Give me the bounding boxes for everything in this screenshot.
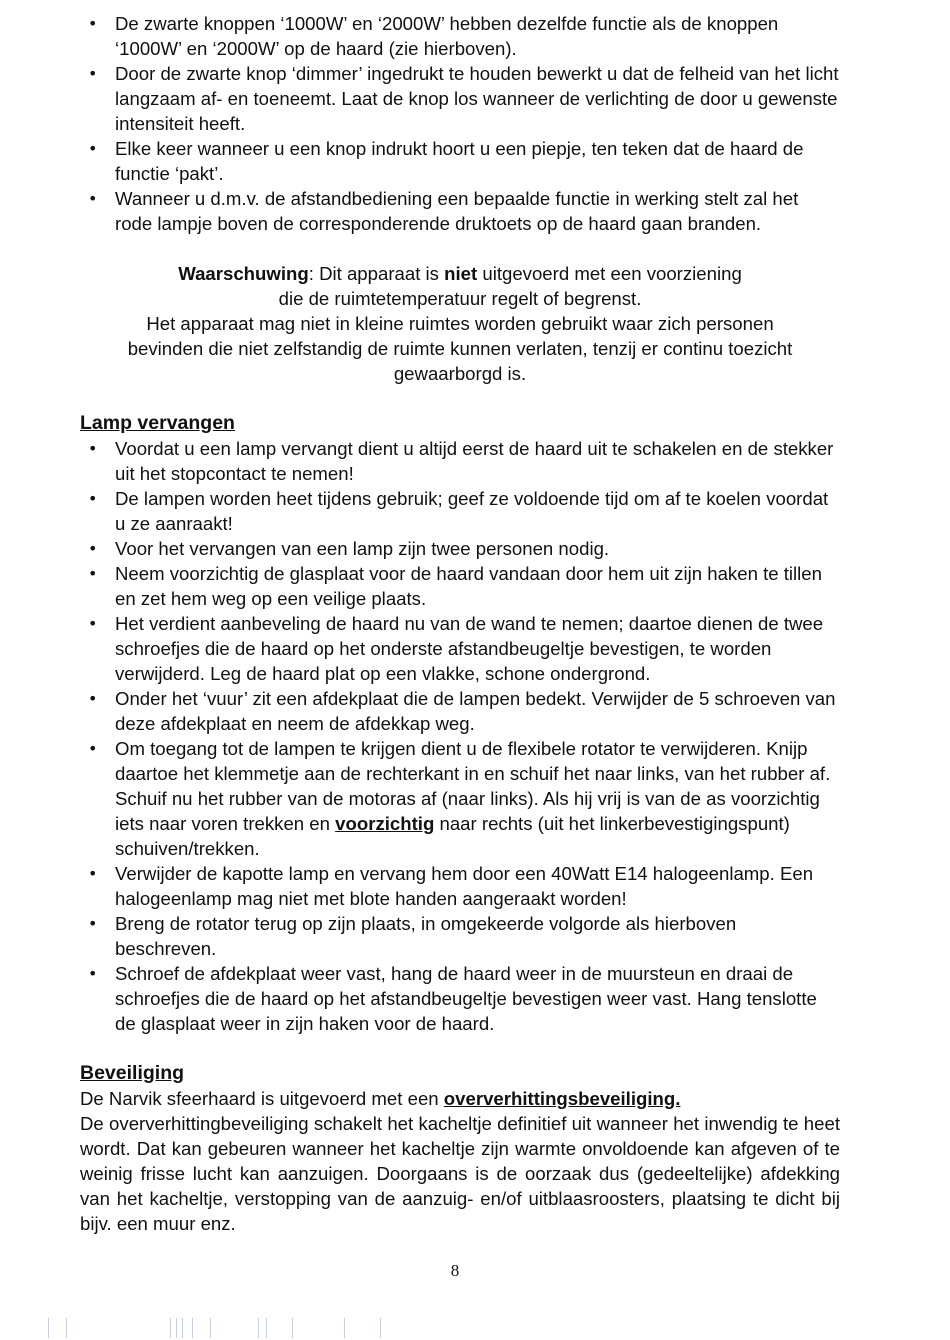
list-item: • Door de zwarte knop ‘dimmer’ ingedrukt te houden bewerkt u dat de felheid van het licht langzaam af- en toeneemt. Laat de knop los wanneer de verlichting de door u gewenste intensiteit heeft. — [80, 61, 840, 136]
list-item: • Voordat u een lamp vervangt dient u altijd eerst de haard uit te schakelen en de stekker uit het stopcontact te nemen! — [80, 436, 840, 486]
safety-intro-emphasis: oververhittingsbeveiliging. — [443, 1088, 681, 1109]
rotator-text: naar rechts (uit het linkerbevestigingspunt) schuiven/trekken. — [115, 813, 790, 859]
list-item: • Schroef de afdekplaat weer vast, hang de haard weer in de muursteun en draai de schroefjes die de haard op het afstandbeugeltje bevestigen weer vast. Hang tenslotte de glasplaat weer in zijn haken voor de haard. — [80, 961, 840, 1036]
warning-line — [80, 261, 840, 286]
list-item-rotator — [80, 736, 840, 861]
warning-label: Waarschuwing — [178, 263, 309, 284]
list-item: • Neem voorzichtig de glasplaat voor de haard vandaan door hem uit zijn haken te tillen en zet hem weg op een veilige plaats. — [80, 561, 840, 611]
list-item: • Wanneer u d.m.v. de afstandbediening een bepaalde functie in werking stelt zal het rode lampje boven de corresponderende druktoets op de haard gaan branden. — [80, 186, 840, 236]
remote-bullet-list — [80, 11, 840, 236]
list-item: • Onder het ‘vuur’ zit een afdekplaat die de lampen bedekt. Verwijder de 5 schroeven van deze afdekplaat en neem de afdekkap weg. — [80, 686, 840, 736]
list-item: • Het verdient aanbeveling de haard nu van de wand te nemen; daartoe dienen de twee schroefjes die de haard op het onderste afstandbeugeltje bevestigen, te worden verwijderd. Leg de haard plat op een vlakke, schone ondergrond. — [80, 611, 840, 686]
scan-marks — [48, 1318, 448, 1338]
safety-intro — [80, 1086, 840, 1111]
page-number: 8 — [450, 1261, 460, 1280]
warning-block — [80, 261, 840, 386]
warning-line: die de ruimtetemperatuur regelt of begrenst. — [278, 288, 642, 309]
warning-line: bevinden die niet zelfstandig de ruimte kunnen verlaten, tenzij er continu toezicht — [127, 338, 793, 359]
warning-text: uitgevoerd met een voorziening — [477, 263, 742, 284]
list-item: • Elke keer wanneer u een knop indrukt hoort u een piepje, ten teken dat de haard de functie ‘pakt’. — [80, 136, 840, 186]
safety-section-heading: Beveiliging — [80, 1062, 185, 1084]
document-page — [80, 11, 840, 1236]
list-item: • Verwijder de kapotte lamp en vervang hem door een 40Watt E14 halogeenlamp. Een halogeenlamp mag niet met blote handen aangeraakt worden! — [80, 861, 840, 911]
warning-emphasis: niet — [444, 263, 478, 284]
rotator-text: Om toegang tot de lampen te krijgen dient u de flexibele rotator te verwijderen. Knijp daartoe het klemmetje aan de rechterkant in en schuif het naar links, van het rubber af. Schuif nu het rubber van de motoras af (naar links). Als hij vrij is van de as voorzichtig iets naar voren trekken en — [115, 738, 831, 834]
list-item: • Breng de rotator terug op zijn plaats, in omgekeerde volgorde als hierboven beschreven. — [80, 911, 840, 961]
lamp-bullet-list — [80, 436, 840, 1036]
safety-intro-text: De Narvik sfeerhaard is uitgevoerd met een — [80, 1088, 444, 1109]
rotator-emphasis: voorzichtig — [335, 813, 435, 834]
lamp-section-heading: Lamp vervangen — [80, 412, 235, 434]
list-item: • De lampen worden heet tijdens gebruik; geef ze voldoende tijd om af te koelen voordat u ze aanraakt! — [80, 486, 840, 536]
warning-line: Het apparaat mag niet in kleine ruimtes worden gebruikt waar zich personen — [146, 313, 774, 334]
list-item: • De zwarte knoppen ‘1000W’ en ‘2000W’ hebben dezelfde functie als de knoppen ‘1000W’ en ‘2000W’ op de haard (zie hierboven). — [80, 11, 840, 61]
warning-text: : Dit apparaat is — [308, 263, 445, 284]
warning-line: gewaarborgd is. — [393, 363, 527, 384]
list-item: • Voor het vervangen van een lamp zijn twee personen nodig. — [80, 536, 840, 561]
safety-body: De oververhittingbeveiliging schakelt het kacheltje definitief uit wanneer het inwendig te heet wordt. Dat kan gebeuren wanneer het kacheltje zijn warmte onvoldoende kan afgeven of te weinig frisse lucht kan aanzuigen. Doorgaans is de oorzaak dus (gedeeltelijke) afdekking van het kacheltje, verstopping van de aanzuig- en/of uitblaasroosters, plaatsing te dicht bij bijv. een muur enz. — [80, 1113, 840, 1234]
